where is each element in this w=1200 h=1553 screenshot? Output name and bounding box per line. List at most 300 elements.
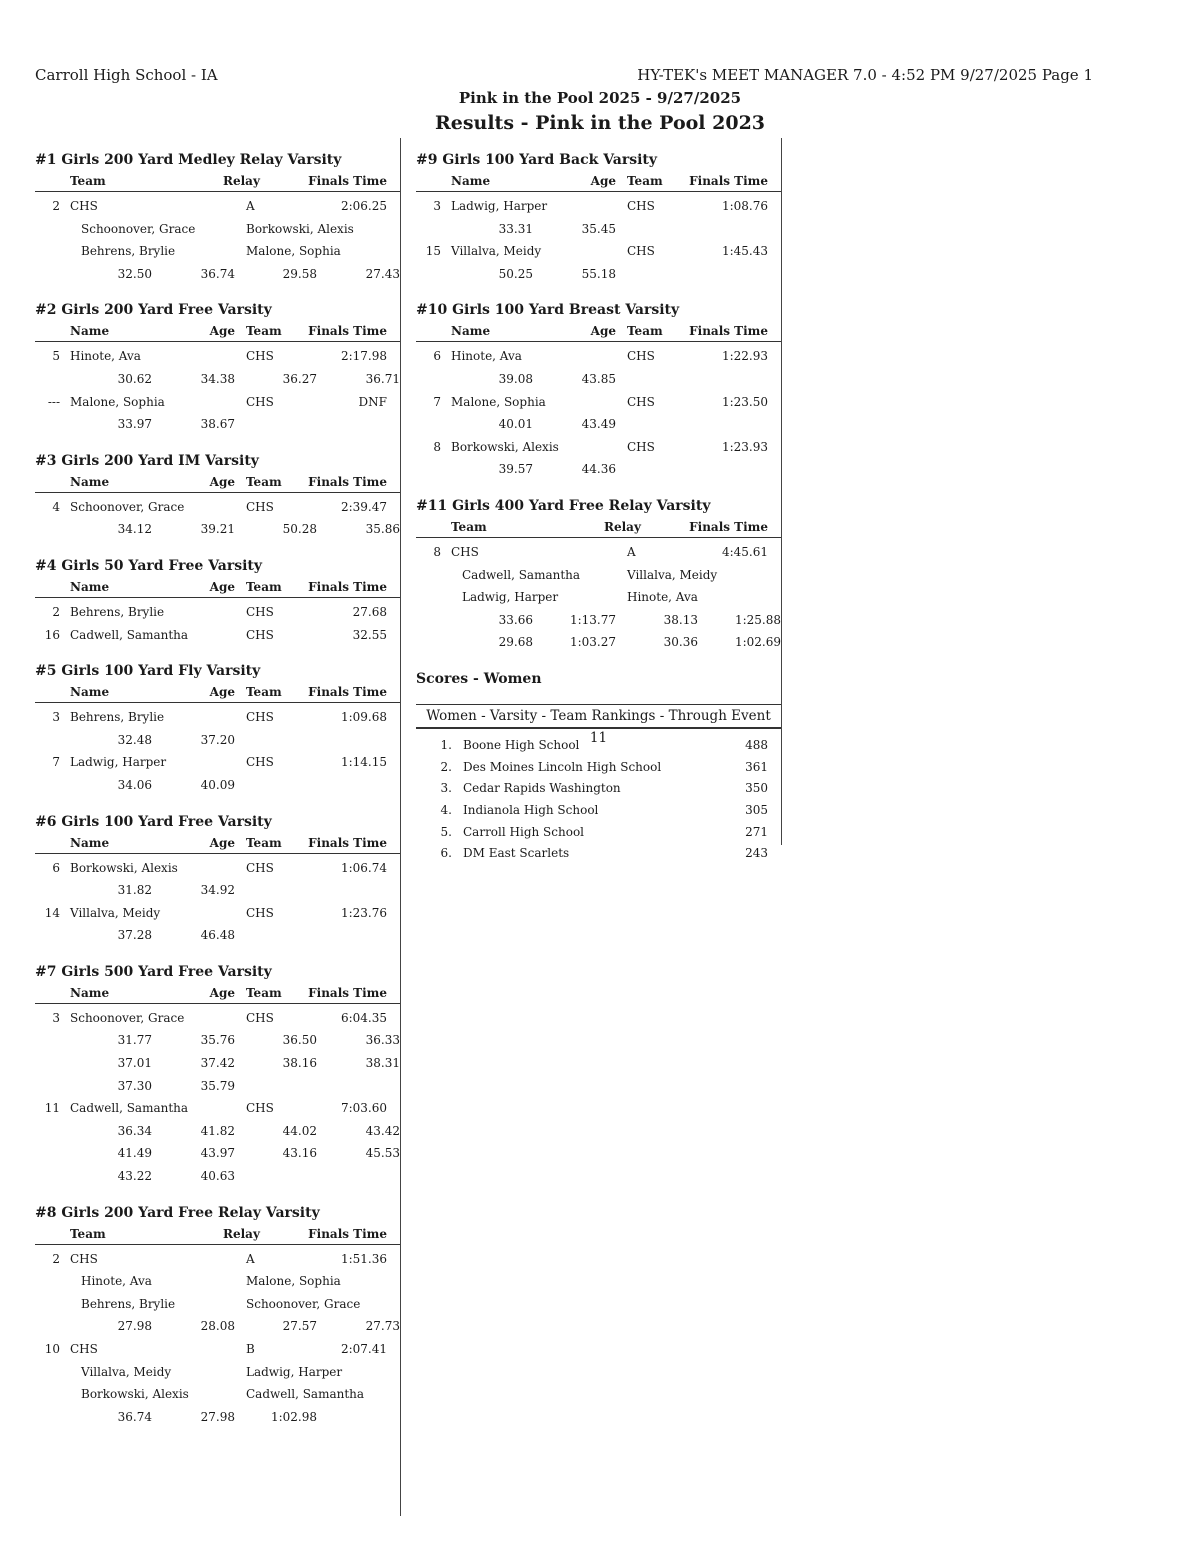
splits-row [35, 1029, 400, 1052]
place: 4 [52, 499, 60, 514]
finals-time-column-header: Finals Time [308, 835, 387, 850]
swimmer-name: Hinote, Ava [70, 349, 141, 364]
name-column-header: Name [451, 174, 491, 188]
splits-row [35, 1165, 400, 1188]
splits-row [35, 1406, 400, 1429]
rank-number: 5. [440, 824, 452, 839]
place: 15 [425, 244, 441, 259]
relay-swimmer: Malone, Sophia [246, 244, 341, 259]
relay-swimmer: Malone, Sophia [246, 1274, 341, 1289]
team-column-header: Team [246, 835, 282, 850]
ranking-row [416, 733, 781, 755]
split-time: 32.50 [117, 266, 152, 281]
split-time: 34.92 [200, 883, 235, 898]
finals-time: 6:04.35 [340, 1010, 387, 1025]
split-time: 32.48 [117, 732, 152, 747]
results-table-header [416, 517, 781, 538]
team-points: 271 [745, 824, 768, 839]
place: 8 [433, 439, 441, 454]
split-time: 29.68 [498, 635, 533, 650]
swimmer-name: Hinote, Ava [451, 349, 522, 364]
finals-time: 2:17.98 [340, 349, 387, 364]
split-time: 37.01 [117, 1056, 152, 1071]
relay-letter: B [246, 1342, 255, 1356]
ranking-team: Carroll High School [463, 824, 585, 839]
team-name: CHS [246, 604, 274, 619]
splits-row [416, 631, 781, 654]
results-table-header [35, 577, 400, 598]
event-block [35, 450, 400, 541]
team-column-header: Team [627, 324, 663, 339]
relay-swimmer: Hinote, Ava [627, 590, 698, 605]
team-column-header: Team [451, 519, 487, 534]
finals-time-column-header: Finals Time [308, 1226, 387, 1241]
place: 5 [52, 349, 60, 364]
split-time: 36.71 [365, 371, 400, 386]
team-name: CHS [451, 544, 479, 559]
split-time: 43.16 [282, 1146, 317, 1161]
place: 2 [52, 1251, 60, 1266]
relay-swimmers-row [35, 1383, 400, 1406]
left-column [35, 149, 400, 1442]
result-row [35, 391, 400, 414]
relay-swimmer: Villalva, Meidy [81, 1364, 172, 1379]
finals-time-column-header: Finals Time [308, 579, 387, 594]
split-time: 41.49 [117, 1146, 152, 1161]
result-row [416, 240, 781, 263]
split-time: 37.30 [117, 1078, 152, 1093]
split-time: 1:25.88 [734, 612, 781, 627]
result-row [35, 1248, 400, 1271]
team-column-header: Team [627, 174, 663, 188]
swimmer-name: Ladwig, Harper [451, 199, 548, 213]
name-column-header: Name [70, 324, 110, 339]
splits-row [35, 1142, 400, 1165]
split-time: 38.13 [663, 612, 698, 627]
event-title: #6 Girls 100 Yard Free Varsity [35, 813, 272, 830]
finals-time: 1:23.50 [721, 394, 768, 409]
splits-row [35, 774, 400, 797]
split-time: 36.33 [365, 1033, 400, 1048]
relay-swimmers-row [416, 564, 781, 587]
split-time: 43.97 [200, 1146, 235, 1161]
split-time: 38.67 [200, 417, 235, 432]
finals-time: 1:14.15 [340, 755, 387, 770]
split-time: 38.16 [282, 1056, 317, 1071]
split-time: 33.66 [498, 612, 533, 627]
split-time: 30.62 [117, 371, 152, 386]
place: 6 [52, 860, 60, 875]
place: 3 [433, 199, 441, 213]
ranking-team: Indianola High School [463, 802, 599, 817]
split-time: 41.82 [200, 1123, 235, 1138]
result-row [35, 1097, 400, 1120]
swimmer-name: Cadwell, Samantha [70, 1101, 189, 1116]
right-column [416, 149, 781, 863]
team-column-header: Team [246, 685, 282, 700]
right-events [416, 149, 781, 654]
relay-swimmer: Schoonover, Grace [81, 221, 196, 236]
swimmer-name: Borkowski, Alexis [70, 860, 178, 875]
relay-swimmers-row [35, 1270, 400, 1293]
relay-swimmer: Ladwig, Harper [246, 1364, 343, 1379]
split-time: 39.21 [200, 522, 235, 537]
event-title: #5 Girls 100 Yard Fly Varsity [35, 663, 261, 680]
event-title: #4 Girls 50 Yard Free Varsity [35, 557, 263, 574]
swimmer-name: Cadwell, Samantha [70, 627, 189, 642]
event-block [35, 149, 400, 285]
result-row [416, 195, 781, 218]
ranking-row [416, 776, 781, 798]
split-time: 27.98 [117, 1319, 152, 1334]
splits-row [35, 879, 400, 902]
relay-column-header: Relay [223, 174, 260, 188]
splits-row [35, 263, 400, 286]
result-row [35, 601, 400, 624]
split-time: 36.74 [117, 1409, 152, 1424]
result-row [416, 436, 781, 459]
relay-swimmer: Cadwell, Samantha [462, 567, 581, 582]
split-time: 36.27 [282, 371, 317, 386]
finals-time-column-header: Finals Time [689, 519, 768, 534]
split-time: 50.28 [282, 522, 317, 537]
split-time: 55.18 [581, 266, 616, 281]
split-time: 27.98 [200, 1409, 235, 1424]
results-table-body [35, 1245, 400, 1429]
team-column-header: Team [246, 474, 282, 489]
result-row [35, 496, 400, 519]
name-column-header: Name [70, 835, 110, 850]
splits-row [35, 368, 400, 391]
software-stamp: HY-TEK's MEET MANAGER 7.0 - 4:52 PM 9/27/2025 Page 1 [637, 66, 1093, 84]
split-time: 30.36 [663, 635, 698, 650]
school-name: Carroll High School - IA [35, 66, 218, 84]
finals-time-column-header: Finals Time [308, 174, 387, 188]
team-column-header: Team [246, 324, 282, 339]
ranking-row [416, 841, 781, 863]
team-name: CHS [246, 860, 274, 875]
event-block [35, 811, 400, 947]
splits-row [416, 218, 781, 241]
relay-column-header: Relay [604, 519, 641, 534]
results-table-header [35, 171, 400, 192]
relay-column-header: Relay [223, 1226, 260, 1241]
result-row [416, 541, 781, 564]
splits-row [35, 1052, 400, 1075]
result-row [35, 624, 400, 647]
split-time: 34.06 [117, 777, 152, 792]
results-table-header [416, 321, 781, 342]
results-table-body [35, 598, 400, 646]
split-time: 35.86 [365, 522, 400, 537]
team-name: CHS [627, 394, 655, 409]
split-time: 33.31 [498, 221, 533, 236]
finals-time: DNF [358, 394, 387, 409]
age-column-header: Age [209, 579, 235, 594]
team-points: 488 [745, 737, 768, 752]
finals-time: 1:09.68 [340, 710, 387, 725]
relay-swimmer: Villalva, Meidy [627, 567, 718, 582]
split-time: 34.12 [117, 522, 152, 537]
finals-time: 1:45.43 [721, 244, 768, 259]
splits-row [416, 458, 781, 481]
split-time: 35.45 [581, 221, 616, 236]
relay-swimmer: Schoonover, Grace [246, 1296, 361, 1311]
finals-time: 1:06.74 [340, 860, 387, 875]
split-time: 43.42 [365, 1123, 400, 1138]
rank-number: 6. [440, 846, 452, 861]
team-points: 305 [745, 802, 768, 817]
result-row [35, 857, 400, 880]
split-time: 1:03.27 [569, 635, 616, 650]
split-time: 35.79 [200, 1078, 235, 1093]
split-time: 43.22 [117, 1169, 152, 1184]
rankings-list [416, 729, 781, 863]
team-rankings [416, 704, 781, 863]
rank-number: 3. [440, 781, 452, 796]
split-time: 46.48 [200, 928, 235, 943]
results-table-body [416, 342, 781, 481]
rank-number: 1. [440, 737, 452, 752]
event-title: #8 Girls 200 Yard Free Relay Varsity [35, 1204, 320, 1221]
result-row [35, 1338, 400, 1361]
result-row [35, 1007, 400, 1030]
split-time: 28.08 [200, 1319, 235, 1334]
split-time: 31.82 [117, 883, 152, 898]
age-column-header: Age [209, 835, 235, 850]
team-name: CHS [246, 349, 274, 364]
meet-name: Pink in the Pool 2025 - 9/27/2025 [458, 89, 742, 107]
splits-row [35, 1075, 400, 1098]
team-column-header: Team [70, 174, 106, 188]
split-time: 27.43 [365, 266, 400, 281]
splits-row [416, 413, 781, 436]
results-table-body [35, 192, 400, 285]
result-row [35, 902, 400, 925]
event-block [416, 495, 781, 654]
finals-time-column-header: Finals Time [308, 474, 387, 489]
place: --- [47, 394, 60, 409]
result-row [35, 751, 400, 774]
split-time: 38.31 [365, 1056, 400, 1071]
team-name: CHS [246, 710, 274, 725]
splits-row [416, 263, 781, 286]
split-time: 31.77 [117, 1033, 152, 1048]
finals-time-column-header: Finals Time [308, 985, 387, 1000]
team-column-header: Team [70, 1226, 106, 1241]
split-time: 40.01 [498, 417, 533, 432]
split-time: 44.36 [581, 462, 616, 477]
event-title: #3 Girls 200 Yard IM Varsity [35, 452, 259, 469]
split-time: 39.57 [498, 462, 533, 477]
splits-row [35, 518, 400, 541]
rank-number: 2. [440, 759, 452, 774]
ranking-row [416, 820, 781, 842]
relay-swimmers-row [35, 1293, 400, 1316]
split-time: 36.50 [282, 1033, 317, 1048]
team-name: CHS [246, 627, 274, 642]
split-time: 37.42 [200, 1056, 235, 1071]
results-table-header [35, 833, 400, 854]
place: 3 [52, 1010, 60, 1025]
split-time: 36.34 [117, 1123, 152, 1138]
result-row [416, 345, 781, 368]
place: 2 [52, 199, 60, 213]
relay-letter: A [246, 199, 255, 213]
team-name: CHS [246, 1101, 274, 1116]
results-table-header [416, 171, 781, 192]
swimmer-name: Schoonover, Grace [70, 1010, 185, 1025]
team-name: CHS [70, 1342, 98, 1356]
team-name: CHS [246, 394, 274, 409]
place: 11 [44, 1101, 60, 1116]
event-block [416, 299, 781, 481]
finals-time: 2:39.47 [340, 499, 387, 514]
right-column-border [781, 138, 782, 845]
name-column-header: Name [451, 324, 491, 339]
event-block [35, 660, 400, 796]
ranking-row [416, 798, 781, 820]
age-column-header: Age [590, 174, 616, 188]
results-table-header [35, 321, 400, 342]
age-column-header: Age [209, 324, 235, 339]
finals-time-column-header: Finals Time [689, 174, 768, 188]
swimmer-name: Behrens, Brylie [70, 710, 165, 725]
split-time: 1:02.69 [734, 635, 781, 650]
relay-swimmer: Borkowski, Alexis [81, 1387, 189, 1402]
team-name: CHS [627, 439, 655, 454]
team-name: CHS [70, 199, 98, 213]
ranking-team: Des Moines Lincoln High School [463, 759, 662, 774]
split-time: 39.08 [498, 371, 533, 386]
split-time: 35.76 [200, 1033, 235, 1048]
finals-time: 2:07.41 [340, 1342, 387, 1356]
finals-time: 27.68 [352, 604, 387, 619]
result-row [35, 706, 400, 729]
split-time: 36.74 [200, 266, 235, 281]
split-time: 37.20 [200, 732, 235, 747]
event-title: #10 Girls 100 Yard Breast Varsity [416, 302, 680, 319]
page-title: Results - Pink in the Pool 2023 [434, 112, 766, 134]
finals-time: 7:03.60 [340, 1101, 387, 1116]
relay-swimmer: Behrens, Brylie [81, 244, 176, 259]
team-name: CHS [627, 349, 655, 364]
team-name: CHS [627, 244, 655, 259]
finals-time: 1:51.36 [340, 1251, 387, 1266]
relay-swimmer: Hinote, Ava [81, 1274, 152, 1289]
place: 7 [52, 755, 60, 770]
team-name: CHS [70, 1251, 98, 1266]
finals-time: 2:06.25 [340, 199, 387, 213]
name-column-header: Name [70, 474, 110, 489]
team-points: 361 [745, 759, 768, 774]
finals-time: 1:23.76 [340, 905, 387, 920]
split-time: 43.49 [581, 417, 616, 432]
finals-time: 32.55 [352, 627, 387, 642]
swimmer-name: Villalva, Meidy [70, 905, 161, 920]
team-name: CHS [246, 499, 274, 514]
split-time: 40.63 [200, 1169, 235, 1184]
event-block [35, 299, 400, 435]
place: 14 [44, 905, 60, 920]
split-time: 44.02 [282, 1123, 317, 1138]
place: 10 [44, 1342, 60, 1356]
splits-row [35, 924, 400, 947]
swimmer-name: Malone, Sophia [451, 394, 546, 409]
results-table-header [35, 472, 400, 493]
relay-swimmers-row [35, 1361, 400, 1384]
results-table-header [35, 983, 400, 1004]
column-divider [400, 138, 401, 1516]
results-table-body [35, 1004, 400, 1188]
result-row [35, 345, 400, 368]
splits-row [35, 413, 400, 436]
relay-swimmer: Ladwig, Harper [462, 590, 559, 605]
age-column-header: Age [590, 324, 616, 339]
name-column-header: Name [70, 685, 110, 700]
place: 6 [433, 349, 441, 364]
swimmer-name: Ladwig, Harper [70, 755, 167, 770]
event-block [35, 555, 400, 646]
results-table-body [35, 854, 400, 947]
name-column-header: Name [70, 985, 110, 1000]
results-table-body [35, 493, 400, 541]
split-time: 33.97 [117, 417, 152, 432]
event-title: #2 Girls 200 Yard Free Varsity [35, 302, 272, 319]
team-name: CHS [246, 905, 274, 920]
result-row [35, 195, 400, 218]
swimmer-name: Borkowski, Alexis [451, 439, 559, 454]
split-time: 1:13.77 [569, 612, 616, 627]
relay-swimmer: Borkowski, Alexis [246, 221, 354, 236]
event-block [35, 1202, 400, 1429]
rank-number: 4. [440, 802, 452, 817]
age-column-header: Age [209, 685, 235, 700]
event-block [35, 961, 400, 1188]
place: 16 [44, 627, 60, 642]
team-column-header: Team [246, 985, 282, 1000]
split-time: 43.85 [581, 371, 616, 386]
team-column-header: Team [246, 579, 282, 594]
ranking-team: Cedar Rapids Washington [463, 781, 621, 796]
swimmer-name: Behrens, Brylie [70, 604, 165, 619]
team-name: CHS [246, 755, 274, 770]
age-column-header: Age [209, 985, 235, 1000]
split-time: 27.57 [282, 1319, 317, 1334]
event-title: #11 Girls 400 Yard Free Relay Varsity [416, 497, 711, 514]
finals-time: 1:08.76 [721, 199, 768, 213]
finals-time-column-header: Finals Time [308, 685, 387, 700]
relay-swimmers-row [35, 218, 400, 241]
relay-letter: A [627, 544, 636, 559]
relay-swimmer: Cadwell, Samantha [246, 1387, 365, 1402]
place: 8 [433, 544, 441, 559]
ranking-team: DM East Scarlets [463, 846, 570, 861]
swimmer-name: Malone, Sophia [70, 394, 165, 409]
splits-row [416, 609, 781, 632]
relay-swimmers-row [416, 586, 781, 609]
finals-time: 1:23.93 [721, 439, 768, 454]
finals-time-column-header: Finals Time [308, 324, 387, 339]
split-time: 37.28 [117, 928, 152, 943]
swimmer-name: Villalva, Meidy [451, 244, 542, 259]
split-time: 50.25 [498, 266, 533, 281]
relay-swimmers-row [35, 240, 400, 263]
place: 3 [52, 710, 60, 725]
event-title: #1 Girls 200 Yard Medley Relay Varsity [35, 152, 342, 168]
splits-row [35, 1315, 400, 1338]
swimmer-name: Schoonover, Grace [70, 499, 185, 514]
